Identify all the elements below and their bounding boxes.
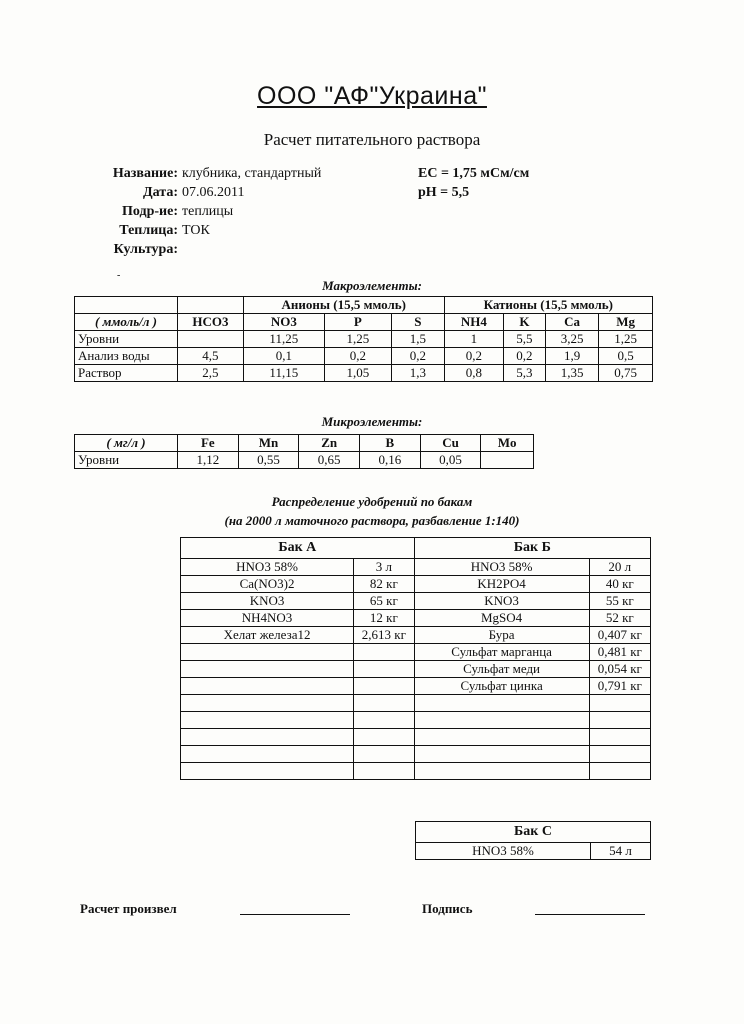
cell: 0,8 [444,365,503,382]
micro-table [74,434,534,469]
table-row [181,644,651,661]
ec-ph-block [418,164,529,202]
tank-a-amount [354,644,415,661]
micro-col-fe: Fe [178,435,239,452]
tank-a-header: Бак А [181,538,415,559]
macro-group-row [75,297,653,314]
info-value-division: теплицы [182,204,234,219]
info-value-greenhouse: ТОК [182,223,210,238]
cell: 0,16 [360,452,421,469]
cell: 5,5 [504,331,546,348]
row-label: Раствор [75,365,178,382]
macro-col-s: S [392,314,445,331]
ec-value: EC = 1,75 мСм/см [418,166,530,181]
table-row [181,593,651,610]
tank-b-amount: 20 л [589,559,650,576]
row-label: Анализ воды [75,348,178,365]
tank-b-amount [589,746,650,763]
tank-b-item: HNO3 58% [414,559,589,576]
table-row [181,712,651,729]
micro-col-mn: Mn [238,435,299,452]
tank-a-amount [354,695,415,712]
cell: 0,1 [243,348,324,365]
info-labels [60,164,178,259]
info-label-crop: Культура: [113,242,178,257]
tank-b-amount: 0,054 кг [589,661,650,678]
calculated-by-line [240,914,350,915]
table-row [181,746,651,763]
tank-b-item: MgSO4 [414,610,589,627]
tank-b-item [414,712,589,729]
tank-c-amount: 54 л [591,843,651,860]
table-row [181,576,651,593]
info-label-date: Дата: [143,185,178,200]
macro-col-p: P [324,314,391,331]
macro-col-mg: Mg [599,314,653,331]
table-row [181,763,651,780]
macro-table [74,296,653,382]
tank-a-amount: 12 кг [354,610,415,627]
tank-a-amount: 82 кг [354,576,415,593]
cell: 5,3 [504,365,546,382]
tank-c-header: Бак С [416,822,651,843]
macro-col-ca: Ca [545,314,599,331]
cell [481,452,534,469]
table-row [181,729,651,746]
table-row [181,661,651,678]
tank-a-item [181,678,354,695]
tank-b-item: KNO3 [414,593,589,610]
table-row [181,678,651,695]
tank-b-amount [589,712,650,729]
tank-c-header-row [416,822,651,843]
tank-a-item: KNO3 [181,593,354,610]
tank-c-table [415,821,651,860]
micro-col-zn: Zn [299,435,360,452]
cell [178,331,244,348]
cell: 0,5 [599,348,653,365]
tank-a-item [181,763,354,780]
anions-header: Анионы (15,5 ммоль) [243,297,444,314]
info-value-date: 07.06.2011 [182,185,245,200]
tank-a-item: Ca(NO3)2 [181,576,354,593]
cell: 1 [444,331,503,348]
cell: 0,05 [420,452,481,469]
cell: 0,2 [392,348,445,365]
tank-a-amount: 65 кг [354,593,415,610]
tank-a-item: NH4NO3 [181,610,354,627]
tank-a-item: Хелат железа12 [181,627,354,644]
tank-a-item [181,712,354,729]
cell: 1,25 [324,331,391,348]
micro-unit: ( мг/л ) [75,435,178,452]
macro-title: Макроэлементы: [322,278,422,293]
cell: 2,5 [178,365,244,382]
macro-col-k: K [504,314,546,331]
tank-b-item [414,763,589,780]
tank-a-item [181,644,354,661]
macro-corner [75,297,178,314]
cell: 0,2 [444,348,503,365]
tank-b-item [414,746,589,763]
row-label: Уровни [75,331,178,348]
tank-a-amount [354,763,415,780]
table-row [181,627,651,644]
tank-a-amount: 3 л [354,559,415,576]
tank-a-amount [354,678,415,695]
tank-b-item: Сульфат меди [414,661,589,678]
table-row [75,331,653,348]
tanks-header-row [181,538,651,559]
cell: 11,15 [243,365,324,382]
cations-header: Катионы (15,5 ммоль) [444,297,652,314]
ph-value: pH = 5,5 [418,185,470,200]
table-row [181,695,651,712]
tank-a-item: HNO3 58% [181,559,354,576]
cell: 1,12 [178,452,239,469]
table-row [416,843,651,860]
cell: 1,35 [545,365,599,382]
tank-b-amount: 0,791 кг [589,678,650,695]
macro-header-row [75,314,653,331]
tank-a-amount [354,746,415,763]
micro-header-row [75,435,534,452]
micro-col-cu: Cu [420,435,481,452]
signature-line [535,914,645,915]
info-value-name: клубника, стандартный [182,166,322,181]
tank-b-item: Сульфат цинка [414,678,589,695]
tank-b-amount: 55 кг [589,593,650,610]
tank-b-item [414,729,589,746]
tank-b-amount: 0,481 кг [589,644,650,661]
tank-b-item [414,695,589,712]
table-row [75,348,653,365]
cell: 1,9 [545,348,599,365]
distribution-title: Распределение удобрений по бакам [271,494,473,509]
tank-b-amount [589,729,650,746]
info-label-division: Подр-ие: [122,204,178,219]
tank-a-amount: 2,613 кг [354,627,415,644]
info-label-greenhouse: Теплица: [119,223,178,238]
cell: 0,75 [599,365,653,382]
tanks-table [180,537,651,780]
table-row [181,559,651,576]
cell: 3,25 [545,331,599,348]
distribution-subtitle: (на 2000 л маточного раствора, разбавление 1:140) [224,513,520,528]
calculated-by-label: Расчет произвел [80,901,177,916]
macro-col-no3: NO3 [243,314,324,331]
table-row [181,610,651,627]
tank-b-amount [589,763,650,780]
tank-a-item [181,661,354,678]
tank-c-item: HNO3 58% [416,843,591,860]
tank-a-amount [354,729,415,746]
tank-a-item [181,695,354,712]
cell: 1,25 [599,331,653,348]
document-title: Расчет питательного раствора [263,130,481,149]
tank-a-item [181,746,354,763]
tank-b-item: Сульфат марганца [414,644,589,661]
stray-mark: - [117,270,121,281]
info-values [182,164,412,240]
cell: 0,55 [238,452,299,469]
tank-a-item [181,729,354,746]
tank-a-amount [354,712,415,729]
signature-label: Подпись [422,901,473,916]
tank-b-amount: 0,407 кг [589,627,650,644]
info-label-name: Название: [112,166,178,181]
company-name: ООО "АФ"Украина" [257,82,487,110]
tank-b-amount: 40 кг [589,576,650,593]
micro-col-b: B [360,435,421,452]
macro-blank [178,297,244,314]
macro-unit: ( ммоль/л ) [75,314,178,331]
cell: 1,5 [392,331,445,348]
cell: 0,65 [299,452,360,469]
cell: 0,2 [324,348,391,365]
micro-col-mo: Mo [481,435,534,452]
tank-b-item: KH2PO4 [414,576,589,593]
tank-a-amount [354,661,415,678]
table-row [75,365,653,382]
table-row [75,452,534,469]
tank-b-amount [589,695,650,712]
micro-title: Микроэлементы: [321,414,423,429]
macro-col-hco3: HCO3 [178,314,244,331]
cell: 11,25 [243,331,324,348]
cell: 4,5 [178,348,244,365]
tank-b-header: Бак Б [414,538,650,559]
tank-b-item: Бура [414,627,589,644]
cell: 1,3 [392,365,445,382]
macro-col-nh4: NH4 [444,314,503,331]
tank-b-amount: 52 кг [589,610,650,627]
row-label: Уровни [75,452,178,469]
cell: 0,2 [504,348,546,365]
cell: 1,05 [324,365,391,382]
